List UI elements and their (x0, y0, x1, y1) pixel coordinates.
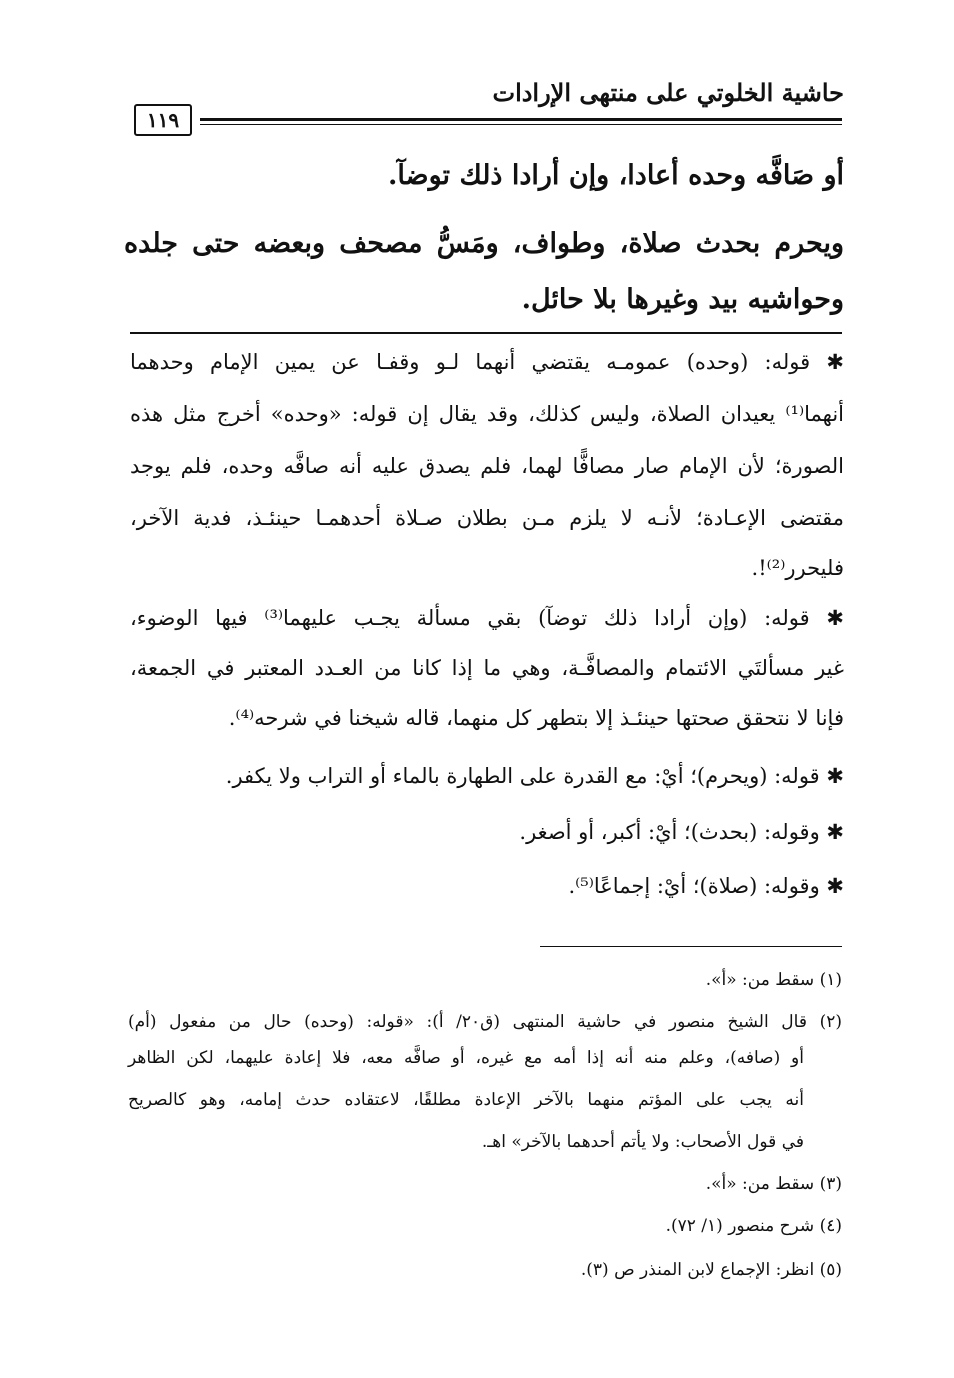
footnote-2-line-4: في قول الأصحاب: ولا يأتم أحدهما بالآخر» اهـ. (481, 1132, 804, 1152)
section-divider (130, 332, 842, 334)
running-header-title: حاشية الخلوتي على منتهى الإرادات (492, 78, 844, 107)
commentary-line-2: أنهما⁽¹⁾ يعيدان الصلاة، وليس كذلك، وقد يقال إن قوله: «وحده» أخرج مثل هذه (130, 402, 844, 426)
footnote-divider (540, 946, 842, 947)
commentary-line-4: مقتضى الإعـادة؛ لأنـه لا يلزم مـن بطلان صـلاة أحدهمـا حينئـذ، فدية الآخر، (130, 506, 844, 530)
page-number: ١١٩ (134, 104, 192, 136)
commentary-line-5: فليحرر⁽²⁾!. (751, 556, 844, 580)
footnote-2-line-1: (٢) قال الشيخ منصور في حاشية المنتهى (ق٢٠/ أ): «قوله: (وحده) حال من مفعول (أم) (128, 1012, 842, 1032)
matn-line-3: وحواشيه بيد وغيرها بلا حائل. (521, 284, 844, 315)
matn-line-2: ويحرم بحدث صلاة، وطواف، ومَسُّ مصحف وبعضه حتى جلده (124, 228, 844, 259)
commentary-line-8: فإنا لا نتحقق صحتها حينئـذ إلا بتطهر كل منهما، قاله شيخنا في شرحه⁽⁴⁾. (228, 706, 844, 730)
matn-line-1: أو صَافَّه وحده أعادا، وإن أرادا ذلك توضآ. (388, 160, 844, 191)
commentary-line-1: ✱ قوله: (وحده) عمومـه يقتضي أنهما لـو وقفـا عن يمين الإمام وحدهما (130, 350, 844, 374)
footnote-3: (٣) سقط من: «أ». (705, 1174, 842, 1194)
commentary-line-7: غير مسألتَي الائتمام والمصافَّـة، وهي ما إذا كانا من العـدد المعتبر في الجمعة، (130, 656, 844, 680)
footnote-2-line-2: أو (صافه)، وعلم منه أنه إذا أمه مع غيره، أو صافَّه معه، فلا إعادة عليهما، لكن الظاهر (128, 1048, 804, 1068)
commentary-line-3: الصورة؛ لأن الإمام صار مصافًّا لهما، فلم يصدق عليه أنه صافَّه وحده، فلم يوجد (130, 454, 844, 478)
commentary-line-6: ✱ قوله: (وإن أرادا ذلك توضآ) بقي مسألة يجـب عليهما⁽³⁾ فيها الوضوء، (130, 606, 844, 630)
footnote-1: (١) سقط من: «أ». (705, 970, 842, 990)
footnote-4: (٤) شرح منصور (١/ ٧٢). (665, 1216, 842, 1236)
commentary-line-9: ✱ قوله: (ويحرم)؛ أيْ: مع القدرة على الطهارة بالماء أو التراب ولا يكفر. (225, 764, 844, 788)
header-rule-thin (200, 124, 842, 125)
footnote-5: (٥) انظر: الإجماع لابن المنذر ص (٣). (580, 1260, 842, 1280)
commentary-line-10: ✱ وقوله: (بحدث)؛ أيْ: أكبر، أو أصغر. (519, 820, 844, 844)
commentary-line-11: ✱ وقوله: (صلاة)؛ أيْ: إجماعًا⁽⁵⁾. (568, 874, 844, 898)
header-rule (200, 118, 842, 121)
footnote-2-line-3: أنه يجب على المؤتم منهما بالآخر الإعادة مطلقًا، لاعتقاده حدث إمامه، وهو كالصريح (128, 1090, 804, 1110)
